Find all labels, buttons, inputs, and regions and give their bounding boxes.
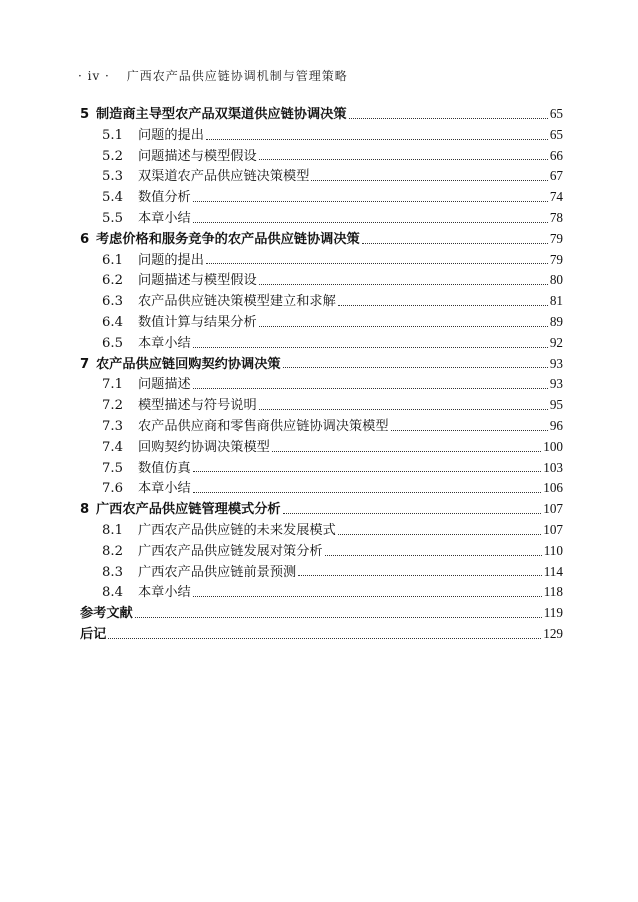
- toc-entry-page: 81: [549, 293, 563, 309]
- toc-entry-page: 92: [549, 334, 563, 350]
- toc-entry-page: 106: [543, 480, 563, 496]
- toc-entry-number: 8: [80, 502, 90, 518]
- toc-entry-section[interactable]: [80, 270, 563, 291]
- toc-entry-chapter[interactable]: [80, 229, 563, 250]
- dot-leader: [362, 243, 548, 244]
- dot-leader: [193, 471, 541, 472]
- toc-entry-title: 问题的提出: [138, 252, 204, 268]
- toc-entry-number: 7.6: [102, 481, 123, 497]
- toc-entry-page: 79: [549, 251, 563, 267]
- toc-entry-title: 模型描述与符号说明: [138, 398, 257, 414]
- toc-entry-page: 107: [543, 521, 563, 537]
- toc-entry-number: 7.2: [102, 398, 123, 414]
- dot-leader: [338, 305, 548, 306]
- toc-entry-title: 问题描述与模型假设: [138, 148, 257, 164]
- toc-entry-title: 广西农产品供应链前景预测: [138, 564, 297, 580]
- dot-leader: [311, 180, 547, 181]
- dot-leader: [259, 284, 548, 285]
- toc-entry-page: 114: [543, 563, 563, 579]
- toc-entry-section[interactable]: [80, 166, 563, 187]
- toc-entry-title: 制造商主导型农产品双渠道供应链协调决策: [96, 107, 347, 122]
- toc-entry-section[interactable]: [80, 582, 563, 603]
- toc-entry-page: 119: [543, 605, 563, 621]
- dot-leader: [135, 617, 542, 618]
- toc-entry-page: 95: [549, 397, 563, 413]
- toc-entry-number: 6.3: [102, 294, 123, 310]
- toc-entry-title: 考虑价格和服务竞争的农产品供应链协调决策: [96, 231, 360, 247]
- book-title: 广西农产品供应链协调机制与管理策略: [126, 69, 348, 83]
- toc-entry-section[interactable]: [80, 374, 563, 395]
- toc-entry-title: 参考文献: [80, 606, 133, 622]
- toc-entry-section[interactable]: [80, 291, 563, 312]
- dot-leader: [298, 575, 541, 576]
- toc-entry-number: 5.1: [102, 127, 123, 143]
- toc-entry-page: 79: [549, 230, 563, 246]
- toc-entry-section[interactable]: [80, 333, 563, 354]
- toc-entry-number: 6.1: [102, 252, 123, 268]
- dot-leader: [193, 492, 541, 493]
- toc-entry-page: 103: [543, 459, 563, 475]
- toc-entry-number: 8.2: [102, 543, 123, 559]
- toc-entry-title: 问题描述与模型假设: [138, 273, 257, 289]
- dot-leader: [193, 388, 548, 389]
- toc-entry-number: 8.1: [102, 522, 123, 538]
- toc-entry-title: 广西农产品供应链的未来发展模式: [138, 522, 336, 538]
- toc-entry-section[interactable]: [80, 437, 563, 458]
- toc-entry-section[interactable]: [80, 458, 563, 479]
- toc-entry-section[interactable]: [80, 478, 563, 499]
- toc-entry-number: 6: [80, 231, 90, 247]
- toc-entry-number: 7.1: [102, 377, 123, 393]
- toc-entry-section[interactable]: [80, 250, 563, 271]
- toc-entry-page: 96: [549, 417, 563, 433]
- toc-entry-title: 本章小结: [138, 481, 191, 497]
- toc-entry-other[interactable]: [80, 603, 563, 624]
- toc-entry-title: 后记: [80, 626, 107, 642]
- toc-entry-page: 110: [543, 542, 563, 558]
- toc-entry-title: 本章小结: [138, 335, 191, 351]
- toc-entry-page: 100: [543, 438, 563, 454]
- toc-entry-page: 65: [549, 106, 563, 121]
- dot-leader: [272, 451, 541, 452]
- toc-entry-title: 本章小结: [138, 210, 191, 226]
- toc-entry-title: 数值仿真: [138, 460, 191, 476]
- toc-entry-page: 118: [543, 584, 563, 600]
- toc-entry-section[interactable]: [80, 125, 563, 146]
- toc-entry-page: 89: [549, 313, 563, 329]
- toc-entry-page: 93: [549, 355, 563, 371]
- toc-entry-number: 6.2: [102, 273, 123, 289]
- toc-entry-page: 129: [543, 625, 563, 641]
- dot-leader: [325, 555, 542, 556]
- toc-entry-title: 问题描述: [138, 377, 191, 393]
- toc-entry-title: 广西农产品供应链管理模式分析: [96, 502, 281, 518]
- toc-entry-number: 7.3: [102, 418, 123, 434]
- toc-entry-chapter[interactable]: [80, 104, 563, 125]
- dot-leader: [193, 347, 548, 348]
- dot-leader: [391, 430, 548, 431]
- toc-entry-other[interactable]: [80, 624, 563, 645]
- dot-leader: [193, 222, 548, 223]
- toc-entry-title: 农产品供应商和零售商供应链协调决策模型: [138, 418, 389, 434]
- dot-leader: [259, 326, 548, 327]
- toc-entry-section[interactable]: [80, 520, 563, 541]
- toc-entry-title: 农产品供应链决策模型建立和求解: [138, 294, 336, 310]
- toc-entry-chapter[interactable]: [80, 499, 563, 520]
- toc-entry-section[interactable]: [80, 541, 563, 562]
- dot-leader: [206, 263, 548, 264]
- toc-entry-title: 数值计算与结果分析: [138, 314, 257, 330]
- toc-entry-number: 8.4: [102, 585, 123, 601]
- toc-entry-page: 80: [549, 272, 563, 288]
- toc-entry-section[interactable]: [80, 146, 563, 167]
- toc-entry-page: 65: [549, 126, 563, 142]
- toc-entry-title: 农产品供应链回购契约协调决策: [96, 356, 281, 372]
- page-number: · iv ·: [78, 69, 110, 83]
- toc-entry-number: 5: [80, 107, 90, 122]
- dot-leader: [206, 139, 548, 140]
- toc-entry-page: 78: [549, 209, 563, 225]
- toc-entry-page: 67: [549, 168, 563, 184]
- dot-leader: [259, 409, 548, 410]
- dot-leader: [193, 596, 542, 597]
- toc-entry-number: 7.5: [102, 460, 123, 476]
- toc-entry-section[interactable]: [80, 208, 563, 229]
- toc-entry-title: 问题的提出: [138, 127, 204, 143]
- toc-entry-number: 7.4: [102, 439, 123, 455]
- toc-entry-number: 6.5: [102, 335, 123, 351]
- toc-entry-chapter[interactable]: [80, 354, 563, 375]
- toc-entry-page: 74: [549, 189, 563, 205]
- toc-entry-section[interactable]: [80, 312, 563, 333]
- toc-entry-number: 5.2: [102, 148, 123, 164]
- dot-leader: [338, 534, 541, 535]
- toc-entry-number: 8.3: [102, 564, 123, 580]
- toc-entry-title: 本章小结: [138, 585, 191, 601]
- toc-entry-title: 回购契约协调决策模型: [138, 439, 270, 455]
- dot-leader: [349, 118, 548, 119]
- toc-entry-page: 93: [549, 376, 563, 392]
- dot-leader: [259, 159, 548, 160]
- toc-entry-title: 广西农产品供应链发展对策分析: [138, 543, 323, 559]
- toc-entry-page: 107: [543, 501, 563, 517]
- toc-entry-page: 66: [549, 147, 563, 163]
- toc-entry-number: 5.5: [102, 210, 123, 226]
- toc-entry-section[interactable]: [80, 416, 563, 437]
- toc-entry-section[interactable]: [80, 395, 563, 416]
- toc-entry-number: 7: [80, 356, 90, 372]
- dot-leader: [283, 367, 548, 368]
- dot-leader: [283, 513, 542, 514]
- toc-entry-number: 5.3: [102, 169, 123, 185]
- table-of-contents: [80, 104, 563, 645]
- toc-entry-number: 6.4: [102, 314, 123, 330]
- toc-entry-title: 双渠道农产品供应链决策模型: [138, 169, 310, 185]
- dot-leader: [108, 638, 541, 639]
- toc-entry-section[interactable]: [80, 562, 563, 583]
- running-header: [78, 67, 348, 84]
- dot-leader: [193, 201, 548, 202]
- toc-entry-number: 5.4: [102, 190, 123, 206]
- toc-entry-title: 数值分析: [138, 190, 191, 206]
- toc-entry-section[interactable]: [80, 187, 563, 208]
